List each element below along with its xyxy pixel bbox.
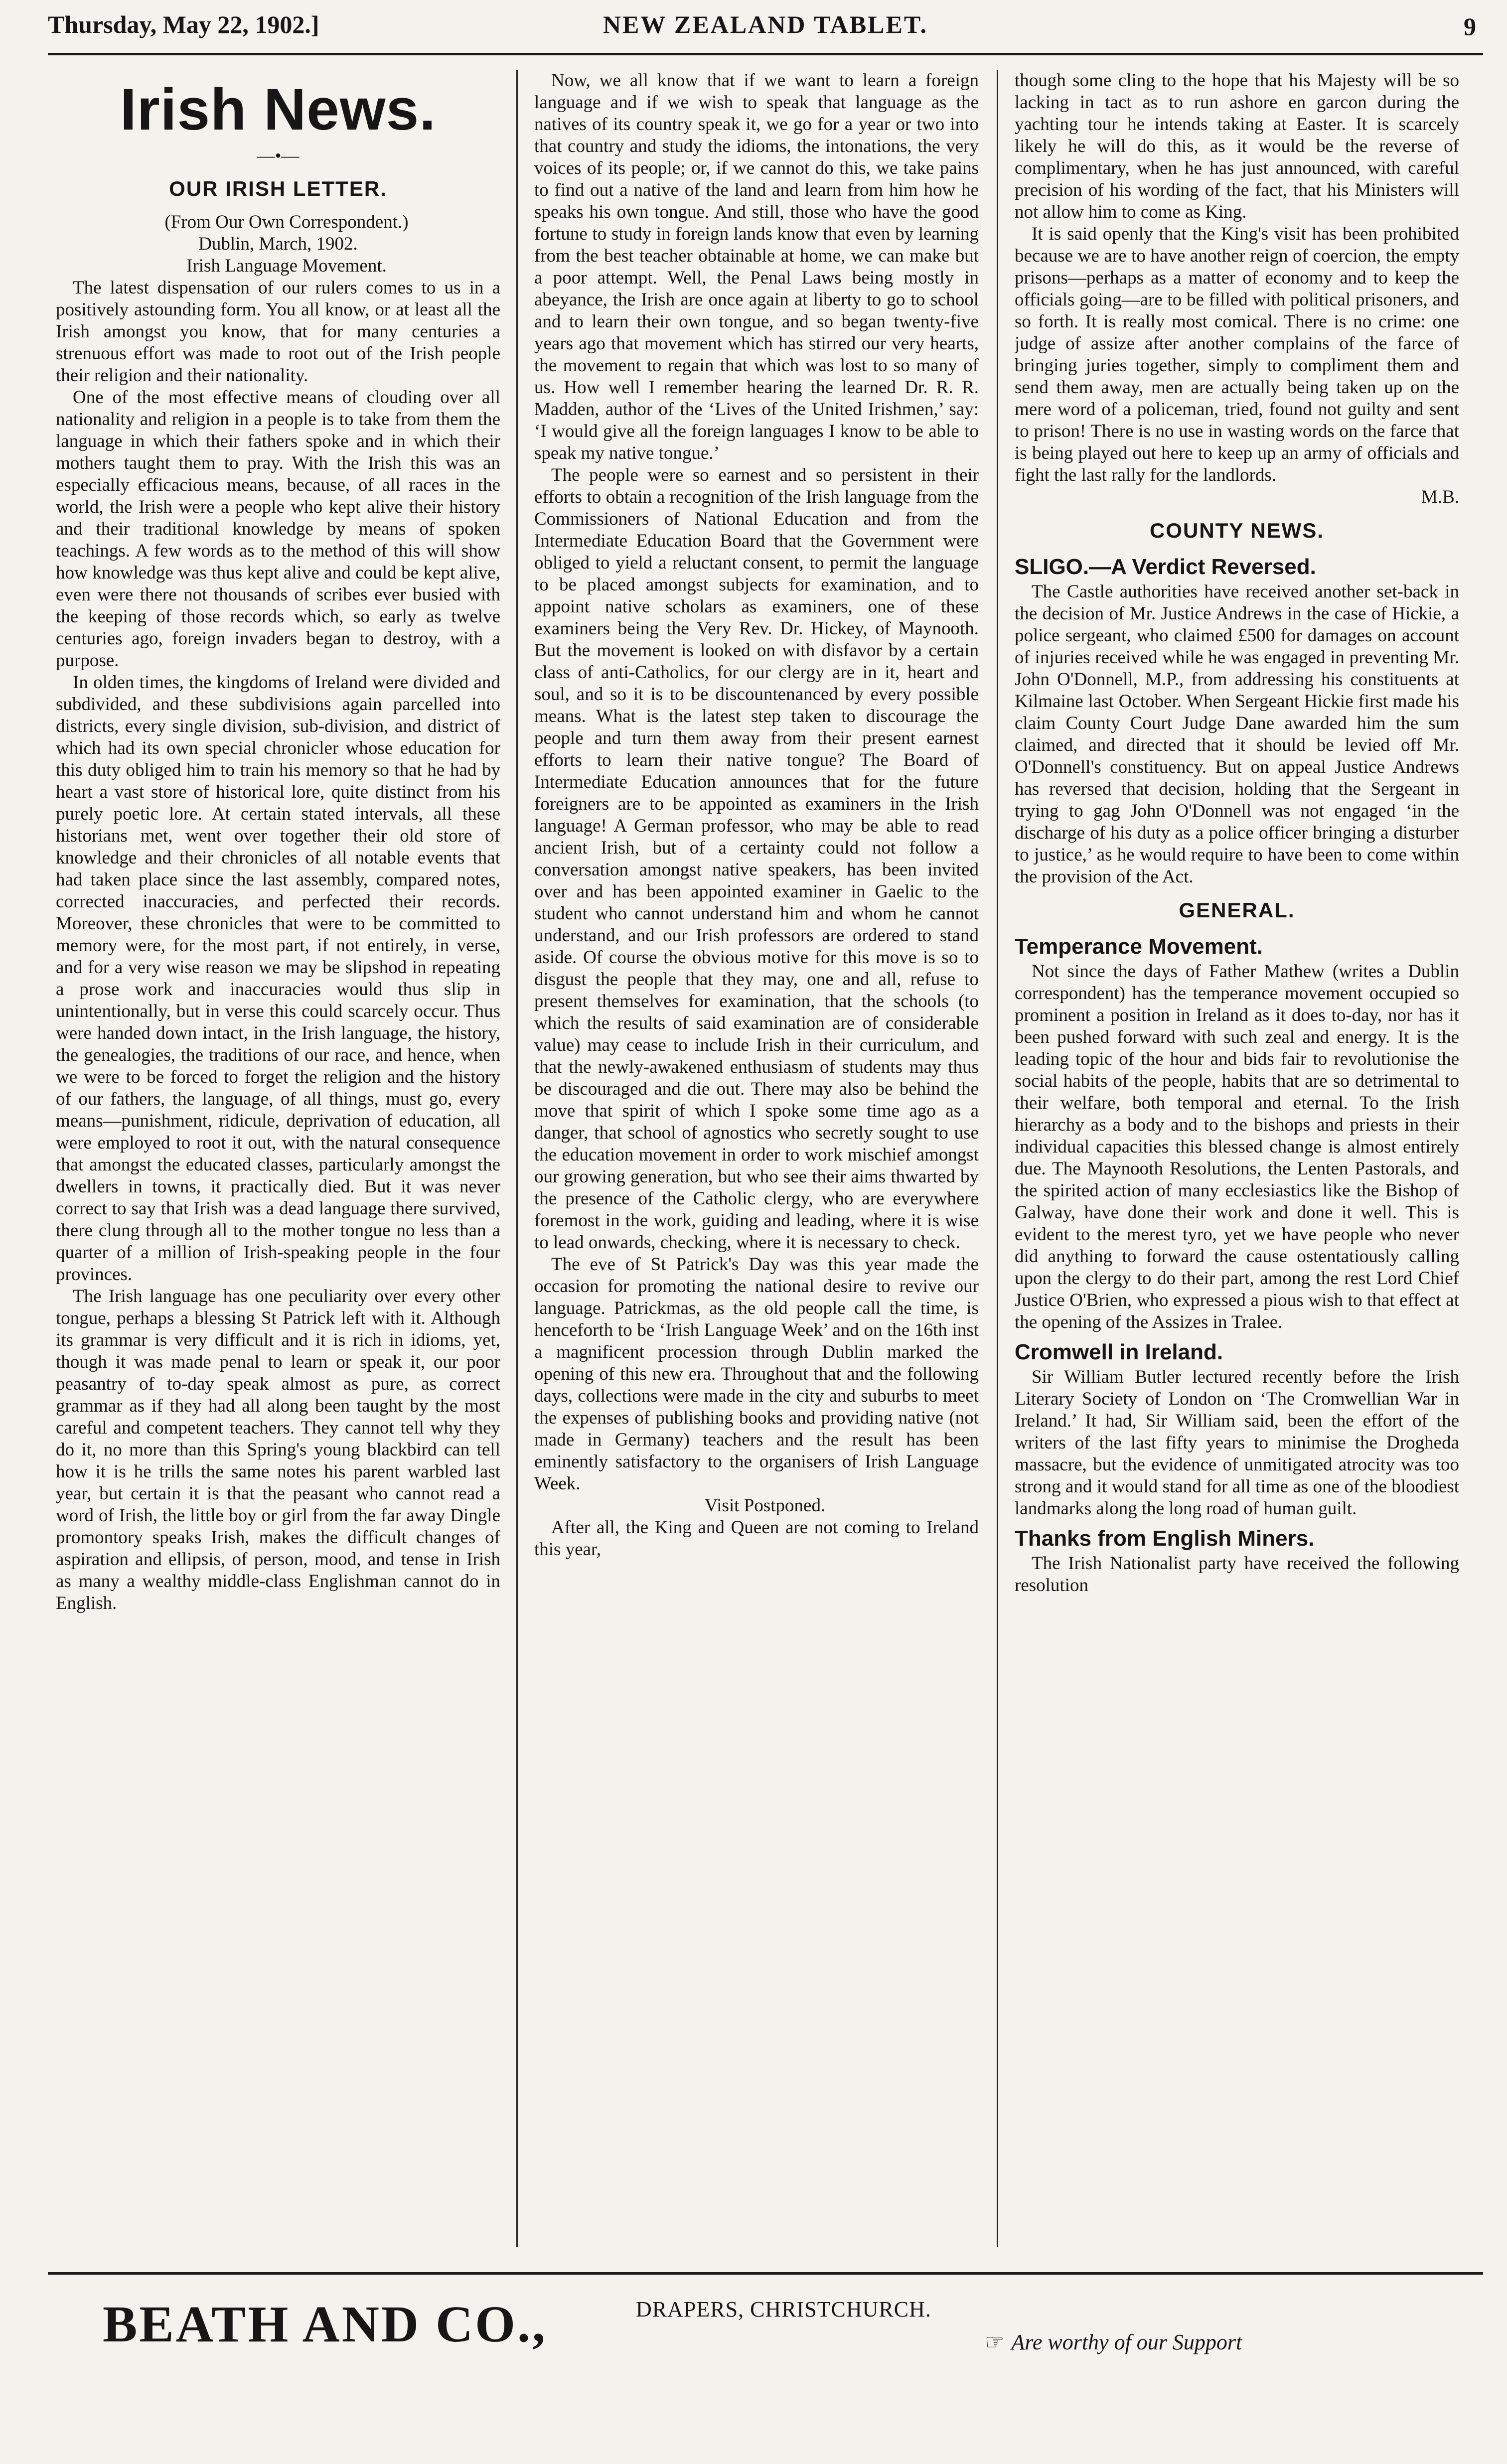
paragraph: After all, the King and Queen are not coming to Ireland this year, [534, 1517, 979, 1560]
masthead: NEW ZEALAND TABLET. [603, 10, 928, 38]
letter-heading: OUR IRISH LETTER. [169, 177, 387, 200]
miners-heading: Thanks from English Miners. [1015, 1526, 1315, 1551]
paragraph: In olden times, the kingdoms of Ireland were divided and subdivided, and these subdivisions again parcelled into districts, every single division, sub-division, and district of which had its own special chronicler whose education for this duty obliged him to train his memory so that he had by heart a vast store of historical lore, quite distinct from his purely poetic lore. At certain stated intervals, all these historians met, went over together their old store of knowledge and their chronicles of all notable events that had taken place since the last assembly, compared notes, corrected inaccuracies, and perfected their records. Moreover, these chronicles that were to be committed to memory were, for the most part, if not entirely, in verse, and for a very wise reason we may be slipshod in repeating a prose work and inaccuracies would thus slip in unintentionally, but in verse this could scarcely occur. Thus were handed down intact, in the Irish language, the history, the genealogies, the traditions of our race, and hence, when we were to be forced to forget the religion and the history of our fathers, the language, of all things, must go, every means—punishment, ridicule, deprivation of education, all were employed to root it out, with the natural consequence that amongst the educated classes, particularly amongst the dwellers in towns, it practically died. But it was never correct to say that Irish was a dead language there survived, there clung through all to the mother tongue no less than a quarter of a million of Irish-speaking people in the four provinces. [56, 672, 500, 1285]
ornament: —•— [257, 145, 300, 165]
paragraph: Sir William Butler lectured recently before the Irish Literary Society of London on ‘The Cromwellian War in Ireland.’ It had, Sir William said, been the effort of the writers of the last fifty years to minimise the Drogheda massacre, but the evidence of unmitigated atrocity was too strong and it would stand for all time as one of the bloodiest landmarks along the long road of human guilt. [1015, 1367, 1459, 1519]
paragraph: The Irish language has one peculiarity over every other tongue, perhaps a blessing St Patrick left with it. Although its grammar is very difficult and it is rich in idioms, yet, though it was made penal to learn or speak it, our poor peasantry of to-day speak almost as pure, as correct grammar as if they had all along been taught by the most careful and competent teachers. They cannot tell why they do it, no more than this Spring's young blackbird can tell how it is he trills the same notes his parent warbled last year, but certain it is that the peasant who cannot read a word of Irish, the little boy or girl from the far away Dingle promontory speaks Irish, makes the difficult changes of aspiration and ellipsis, of person, mood, and tense in Irish as many a wealthy middle-class Englishman cannot do in English. [56, 1286, 500, 1613]
page-header [48, 7, 1483, 55]
advertisement-footer [48, 2272, 1483, 2384]
paragraph: The Irish Nationalist party have received the following resolution [1015, 1553, 1459, 1595]
county-news-heading: COUNTY NEWS. [1150, 519, 1324, 542]
paragraph: The people were so earnest and so persistent in their efforts to obtain a recognition of the Irish language from the Commissioners of National Education and from the Intermediate Education Board that the Government were obliged to yield a reluctant consent, to permit the language to be placed amongst subjects for examination, and to appoint native scholars as examiners, one of these examiners being the Very Rev. Dr. Hickey, of Maynooth. But the movement is looked on with disfavor by a certain class of anti-Catholics, for our clergy are in it, heart and soul, and so it is to be discountenanced by every possible means. What is the latest step taken to discourage the people and turn them away from their present earnest efforts to learn their native tongue? The Board of Intermediate Education announces that for the future foreigners are to be appointed as examiners in the Irish language! A German professor, who may be able to read ancient Irish, but of a certainty could not follow a conversation amongst native speakers, has been invited over and has been appointed examiner in Gaelic to the student who cannot understand him and whom he cannot understand, and our Irish professors are ordered to stand aside. Of course the obvious motive for this move is so to disgust the people that they may, one and all, refuse to present themselves for examination, that the schools (to which the results of said examination are of considerable value) may cease to include Irish in their curriculum, and that the newly-awakened enthusiasm of students may thus be discouraged and die out. There may also be behind the move that spirit of which I spoke some time ago as a danger, that school of agnostics who secretly sought to use the education movement in order to work mischief amongst our growing generation, but who see their aims thwarted by the presence of the Catholic clergy, who are everywhere foremost in the work, guiding and leading, where it is wise to lead onwards, checking, where it is necessary to check. [534, 465, 979, 1253]
support-line [985, 2329, 1242, 2355]
byline: (From Our Own Correspondent.) [164, 212, 409, 232]
subheading: Visit Postponed. [704, 1495, 826, 1516]
support-text: Are worthy of our Support [1011, 2330, 1242, 2354]
dateline: Dublin, March, 1902. [198, 234, 358, 254]
issue-date: Thursday, May 22, 1902.] [48, 10, 319, 38]
column-3 [1015, 70, 1459, 2247]
subheading: Irish Language Movement. [186, 256, 387, 276]
paragraph: It is said openly that the King's visit has been prohibited because we are to have another reign of coercion, the empty prisons—perhaps as a matter of economy and to keep the officials going—are to be filled with political prisoners, and so forth. It is really most comical. There is no crime: one judge of assize after another complains of the farce of bringing juries together, simply to compliment them and send them away, men are actually being taken up on the mere word of a policeman, tried, found not guilty and sent to prison! There is no use in wasting words on the farce that is being played out here to keep up an army of officials and fight the last rally for the landlords. [1015, 224, 1459, 485]
paragraph: The eve of St Patrick's Day was this year made the occasion for promoting the national desire to revive our language. Patrickmas, as the old people call the time, is henceforth to be ‘Irish Language Week’ and on the 16th inst a magnificent procession through Dublin marked the opening of this new era. Throughout that and the following days, collections were made in the city and suburbs to meet the expenses of publishing books and providing native (not made in Germany) teachers and the result has been eminently satisfactory to the organisers of Irish Language Week. [534, 1254, 979, 1494]
general-heading: GENERAL. [1179, 898, 1295, 922]
paragraph: Not since the days of Father Mathew (writes a Dublin correspondent) has the temperance movement occupied so prominent a position in Ireland as it does to-day, nor has it been pushed forward with such zeal and energy. It is the leading topic of the hour and bids fair to revolutionise the social habits of the people, habits that are so detrimental to their welfare, both temporal and eternal. To the Irish hierarchy as a body and to the bishops and priests in their individual capacities this blessed change is almost entirely due. The Maynooth Resolutions, the Lenten Pastorals, and the spirited action of many ecclesiastics like the Bishop of Galway, have done their work and done it well. This is evident to the merest tyro, yet we have people who never did anything to forward the cause ostentatiously calling upon the clergy to do their part, among the rest Lord Chief Justice O'Brien, who expressed a pious wish to that effect at the opening of the Assizes in Tralee. [1015, 961, 1459, 1332]
column-1 [56, 70, 500, 2247]
column-rule [997, 70, 998, 2247]
pointing-hand-icon: ☞ [985, 2330, 1005, 2354]
signature: M.B. [1421, 487, 1459, 507]
column-rule [516, 70, 518, 2247]
paragraph: The latest dispensation of our rulers comes to us in a positively astounding form. You all know, or at least all the Irish amongst you know, that for many centuries a strenuous effort was made to root out of the Irish people their religion and their nationality. [56, 278, 500, 386]
temperance-heading: Temperance Movement. [1015, 934, 1263, 959]
firm-name: BEATH AND CO., [103, 2296, 547, 2353]
trade-line: DRAPERS, CHRISTCHURCH. [636, 2297, 931, 2321]
paragraph: The Castle authorities have received another set-back in the decision of Mr. Justice Andrews in the case of Hickie, a police sergeant, who claimed £500 for damages on account of injuries received while he was engaged in preventing Mr. John O'Donnell, M.P., from addressing his constituents at Kilmaine last October. When Sergeant Hickie first made his claim County Court Judge Dane awarded him the sum claimed, and directed that it should be levied off Mr. O'Donnell's constituency. But on appeal Justice Andrews has reversed that decision, holding that the Sergeant in trying to gag John O'Donnell was not engaged ‘in the discharge of his duty as a police officer bringing a disturber to justice,’ as he would require to have been to come within the provision of the Act. [1015, 581, 1459, 887]
paragraph: Now, we all know that if we want to learn a foreign language and if we wish to speak that language as the natives of its country speak it, we go for a year or two into that country and study the idioms, the intonations, the very voices of its people; or, if we cannot do this, we take pains to find out a native of the land and learn from him how he speaks his own tongue. And still, those who have the good fortune to study in foreign lands know that even by learning from the best teacher obtainable at home, we can make but a poor attempt. Well, the Penal Laws being mostly in abeyance, the Irish are once again at liberty to go to school and to learn their own tongue, and so began twenty-five years ago that movement which has stirred our very hearts, the movement to regain that which was lost to so many of us. How well I remember hearing the learned Dr. R. R. Madden, author of the ‘Lives of the United Irishmen,’ say: ‘I would give all the foreign languages I know to be able to speak my native tongue.’ [534, 70, 979, 463]
section-title: Irish News. [120, 77, 436, 143]
sligo-heading: SLIGO.—A Verdict Reversed. [1015, 555, 1316, 579]
page-number: 9 [1464, 12, 1476, 40]
paragraph: though some cling to the hope that his Majesty will be so lacking in tact as to run ashore en garcon during the yachting tour he intends taking at Easter. It is scarcely likely he will do this, as it would be the reverse of complimentary, when he has just announced, with careful precision of his wording of the fact, that his Ministers will not allow him to come as King. [1015, 70, 1459, 222]
cromwell-heading: Cromwell in Ireland. [1015, 1340, 1223, 1364]
column-2 [534, 70, 979, 2247]
paragraph: One of the most effective means of clouding over all nationality and religion in a people is to take from them the language in which their fathers spoke and in which their mothers taught them to pray. With the Irish this was an especially efficacious means, because, of all races in the world, the Irish were a people who kept alive their history and their traditional knowledge by means of spoken teachings. A few words as to the method of this will show how knowledge was thus kept alive and could be kept alive, even were there not thousands of scribes ever busied with the keeping of those records which, so early as twelve centuries ago, foreign invaders began to destroy, with a purpose. [56, 387, 500, 671]
